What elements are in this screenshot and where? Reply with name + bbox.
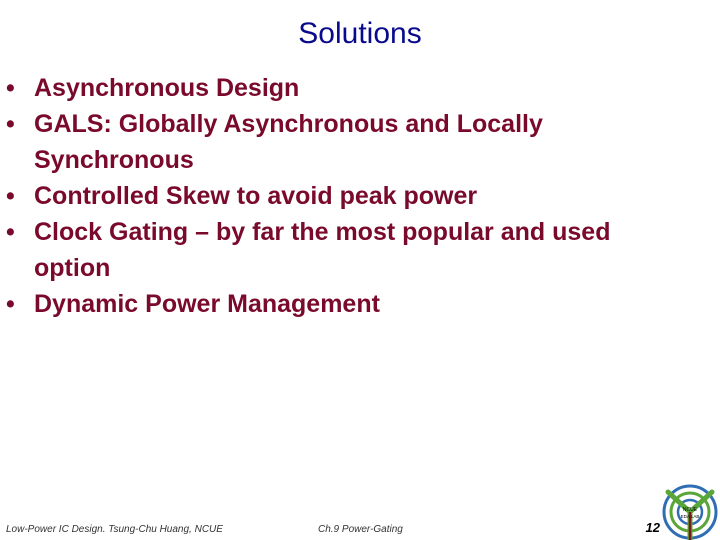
- logo-text-top: NCUE: [682, 507, 698, 513]
- bullet-dot: •: [6, 290, 15, 318]
- bullet-text: GALS: Globally Asynchronous and Locally: [34, 110, 543, 138]
- bullet-dot: •: [6, 182, 15, 210]
- bullet-item: [0, 214, 694, 286]
- bullet-text: Clock Gating – by far the most popular and used: [34, 218, 611, 246]
- bullet-dot: •: [6, 110, 15, 138]
- footer-chapter-label: Ch.9 Power-Gating: [318, 524, 403, 535]
- logo-text-bottom: EDA LAB: [680, 514, 700, 519]
- slide-title: Solutions: [298, 17, 422, 50]
- bullet-item: [0, 70, 694, 106]
- bullet-item: [0, 286, 694, 322]
- bullet-text-continued: Synchronous: [34, 146, 194, 174]
- bullet-text: Asynchronous Design: [34, 74, 300, 102]
- bullet-dot: •: [6, 218, 15, 246]
- bullet-item: [0, 106, 694, 178]
- bullet-text: Controlled Skew to avoid peak power: [34, 182, 478, 210]
- bullet-dot: •: [6, 74, 15, 102]
- page-number: 12: [645, 520, 660, 535]
- university-emblem-icon: [660, 478, 720, 540]
- footer-course-label: Low-Power IC Design. Tsung-Chu Huang, NCUE: [6, 524, 223, 535]
- bullet-text-continued: option: [34, 254, 111, 282]
- bullet-list: [0, 70, 720, 322]
- bullet-item: [0, 178, 694, 214]
- bullet-text: Dynamic Power Management: [34, 290, 380, 318]
